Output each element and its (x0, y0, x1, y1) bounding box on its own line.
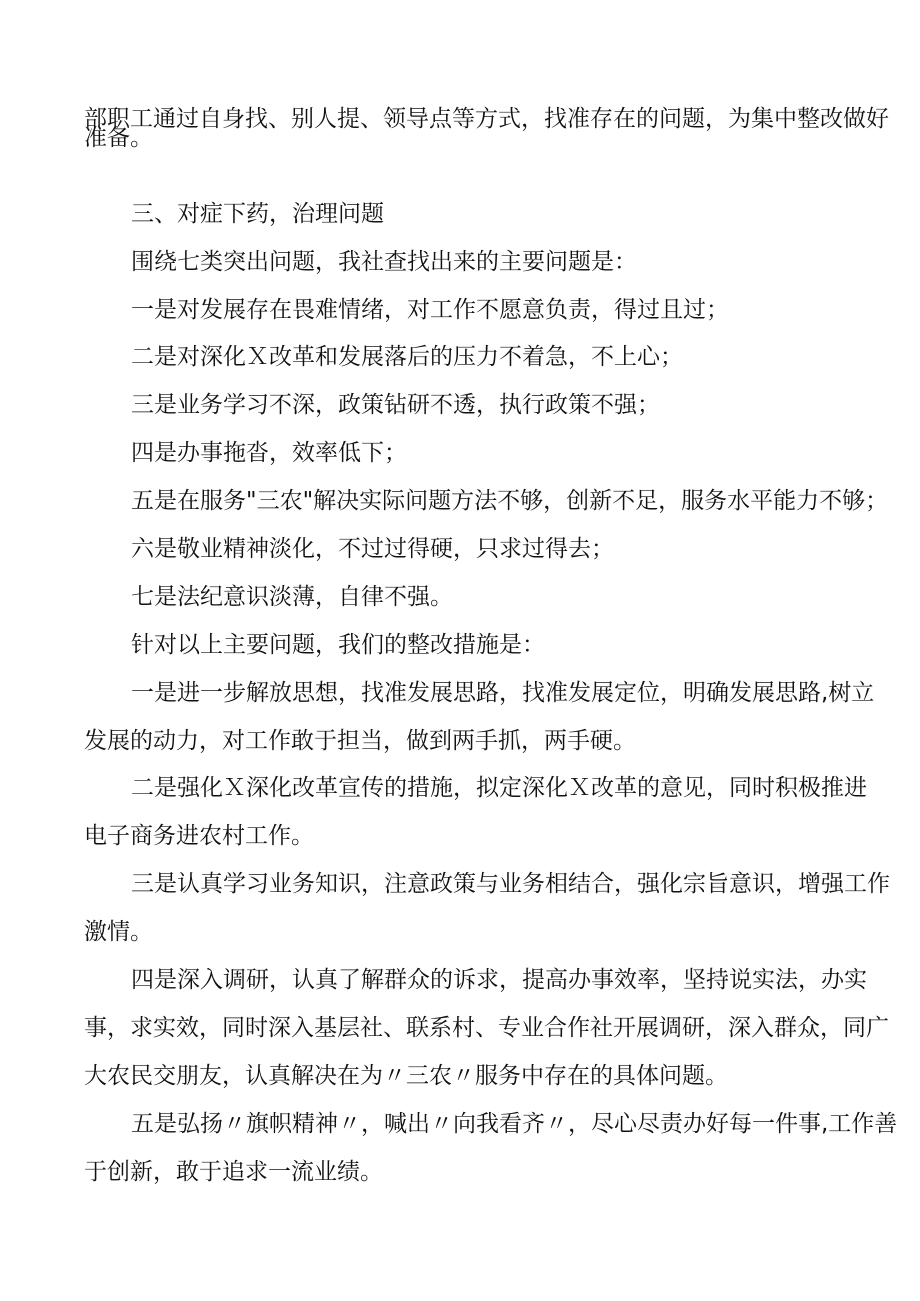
paragraph-line: 针对以上主要问题，我们的整改措施是： (131, 632, 545, 658)
problem-item-4: 四是办事拖沓，效率低下； (131, 440, 407, 466)
problem-item-5: 五是在服务"三农"解决实际问题方法不够，创新不足，服务水平能力不够； (131, 488, 889, 514)
problem-item-7: 七是法纪意识淡薄，自律不强。 (131, 584, 453, 610)
paragraph-line: 准备。 (84, 125, 153, 151)
measure-item-3-cont: 激情。 (84, 919, 153, 945)
problem-item-1: 一是对发展存在畏难情绪，对工作不愿意负责，得过且过； (131, 297, 729, 323)
problem-item-2: 二是对深化Ｘ改革和发展落后的压力不着急，不上心； (131, 344, 683, 370)
section-heading: 三、对症下药，治理问题 (131, 201, 384, 227)
paragraph-line: 部职工通过自身找、别人提、领导点等方式，找准存在的问题，为集中整改做好 (84, 106, 889, 132)
measure-item-5-cont: 于创新，敢于追求一流业绩。 (84, 1159, 383, 1185)
problem-item-6: 六是敬业精神淡化，不过过得硬，只求过得去； (131, 536, 614, 562)
measure-item-4: 四是深入调研，认真了解群众的诉求，提高办事效率，坚持说实法，办实 (131, 967, 867, 993)
measure-item-2-cont: 电子商务进农村工作。 (84, 823, 314, 849)
measure-item-4-cont: 事，求实效，同时深入基层社、联系村、专业合作社开展调研，深入群众，同广 (84, 1015, 889, 1041)
problem-item-3: 三是业务学习不深，政策钻研不透，执行政策不强； (131, 392, 660, 418)
measure-item-5: 五是弘扬〃旗帜精神〃，喊出〃向我看齐〃，尽心尽责办好每一件事,工作善 (131, 1111, 898, 1137)
measure-item-3: 三是认真学习业务知识，注意政策与业务相结合，强化宗旨意识，增强工作 (131, 871, 890, 897)
measure-item-1: 一是进一步解放思想，找准发展思路，找准发展定位，明确发展思路,树立 (131, 680, 875, 706)
measure-item-1-cont: 发展的动力，对工作敢于担当，做到两手抓，两手硬。 (84, 728, 636, 754)
measure-item-2: 二是强化Ｘ深化改革宣传的措施，拟定深化Ｘ改革的意见，同时积极推进 (131, 775, 867, 801)
measure-item-4-cont: 大农民交朋友，认真解决在为〃三农〃服务中存在的具体问题。 (84, 1063, 728, 1089)
paragraph-line: 围绕七类突出问题，我社查找出来的主要问题是： (131, 249, 637, 275)
